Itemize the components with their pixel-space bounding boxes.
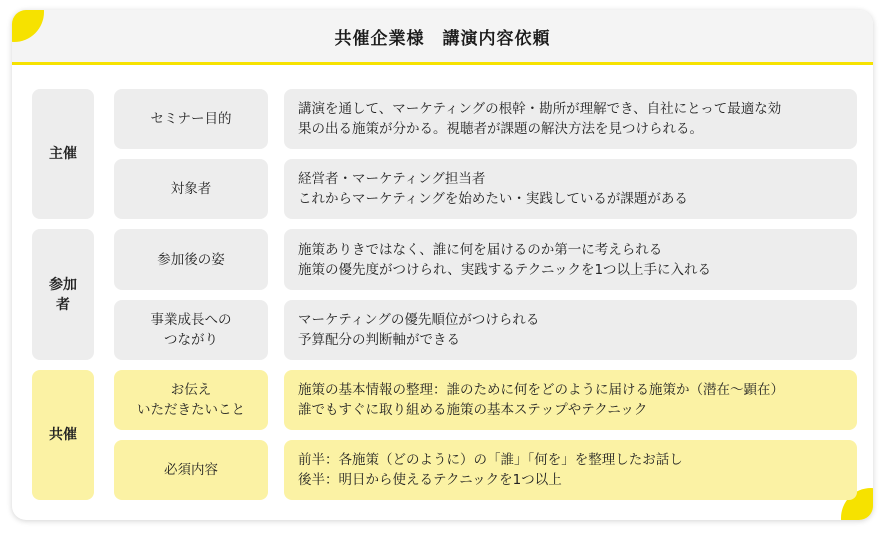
request-card bbox=[12, 10, 873, 520]
row-label-after-participation bbox=[114, 229, 268, 290]
row-text-after-participation bbox=[284, 229, 857, 290]
row-label-target-audience bbox=[114, 159, 268, 219]
row-label-required-content bbox=[114, 440, 268, 500]
header-bar bbox=[12, 10, 873, 65]
row-label-text: 事業成長への つながり bbox=[150, 312, 232, 348]
row-text: 施策の基本情報の整理：誰のために何をどのように届ける施策か（潜在～顕在） 誰でもすぐに取り組める施策の基本ステップやテクニック bbox=[298, 382, 784, 418]
row-text: 経営者・マーケティング担当者 これからマーケティングを始めたい・実践しているが課題がある bbox=[298, 171, 688, 207]
row-text-message bbox=[284, 370, 857, 430]
group-label: 共催 bbox=[49, 427, 77, 443]
row-text-required-content bbox=[284, 440, 857, 500]
group-organizer bbox=[32, 89, 94, 219]
page-title: 共催企業様 講演内容依頼 bbox=[334, 28, 551, 49]
row-label-text: セミナー目的 bbox=[150, 111, 232, 127]
row-label-text: 参加後の姿 bbox=[157, 251, 225, 268]
row-label-seminar-purpose bbox=[114, 89, 268, 149]
row-text: 講演を通して、マーケティングの根幹・勘所が理解でき、自社にとって最適な効 果の出る施策が分かる。視聴者が課題の解決方法を見つけられる。 bbox=[298, 101, 782, 137]
group-participants bbox=[32, 229, 94, 360]
row-label-message bbox=[114, 370, 268, 430]
row-text: 施策ありきではなく、誰に何を届けるのか第一に考えられる 施策の優先度がつけられ、実践するテクニックを1つ以上手に入れる bbox=[298, 241, 712, 278]
row-label-text: 必須内容 bbox=[164, 462, 218, 478]
row-text-target-audience bbox=[284, 159, 857, 219]
row-label-business-growth bbox=[114, 300, 268, 360]
group-label: 主催 bbox=[49, 146, 77, 162]
row-text-business-growth bbox=[284, 300, 857, 360]
row-text: 前半：各施策（どのように）の「誰」「何を」を整理したお話し 後半：明日から使えるテクニックを1つ以上 bbox=[298, 452, 683, 488]
group-label: 参加 者 bbox=[49, 276, 77, 313]
group-cosponsor bbox=[32, 370, 94, 500]
row-text-seminar-purpose bbox=[284, 89, 857, 149]
row-label-text: お伝え いただきたいこと bbox=[137, 382, 245, 418]
row-label-text: 対象者 bbox=[170, 181, 212, 197]
row-text: マーケティングの優先順位がつけられる 予算配分の判断軸ができる bbox=[298, 312, 540, 348]
